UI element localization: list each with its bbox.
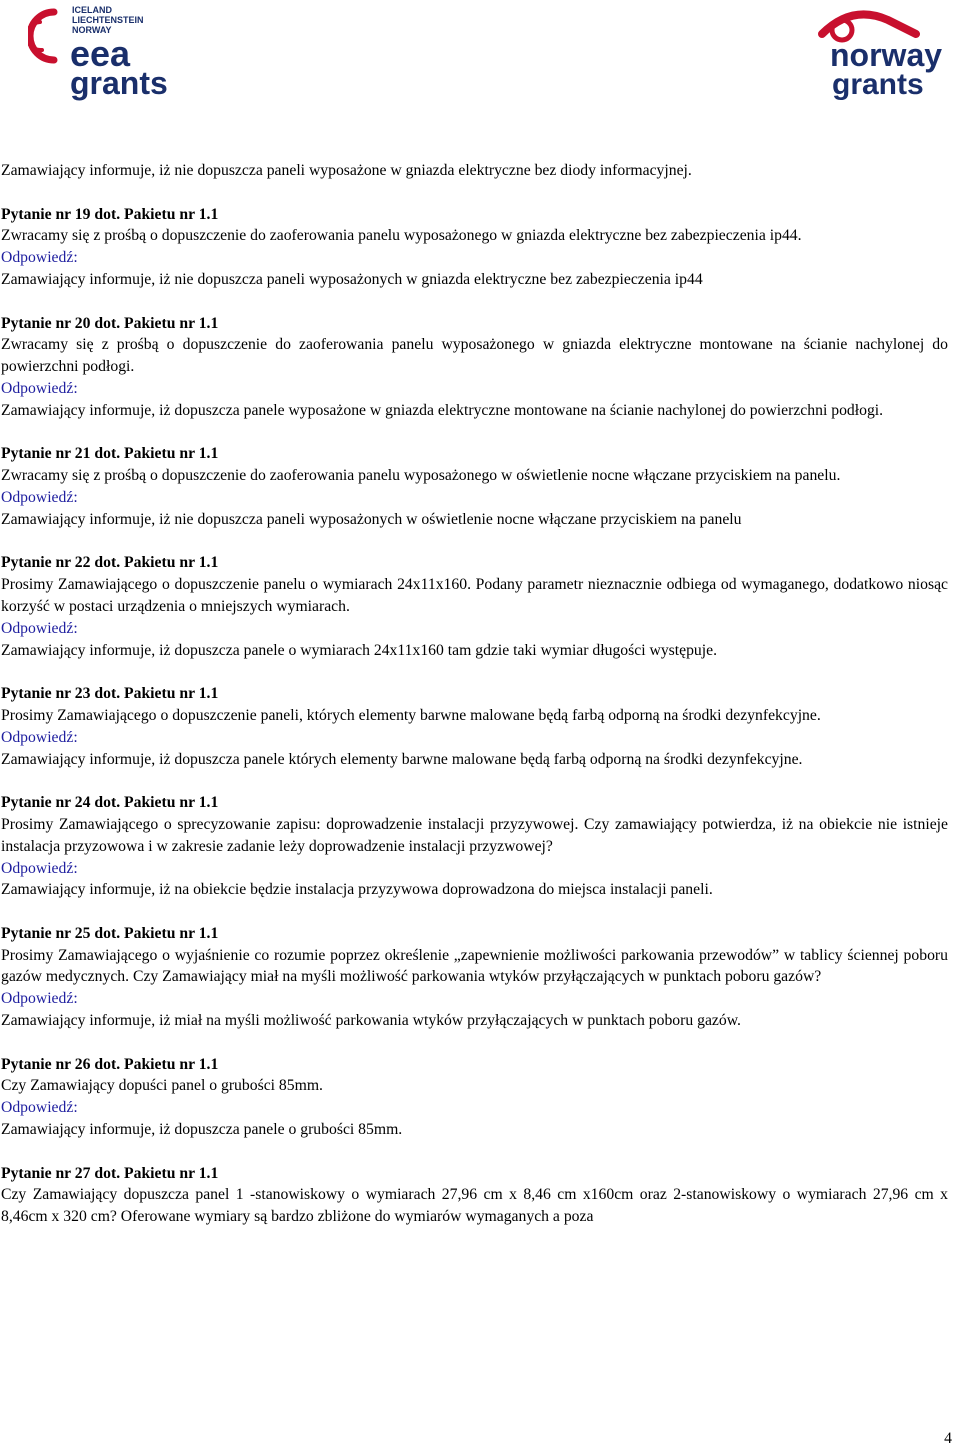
- eea-logo-line1: eea: [70, 33, 131, 74]
- eea-country-2: LIECHTENSTEIN: [72, 15, 144, 25]
- document-body: [1, 160, 948, 1250]
- answer-text: Zamawiający informuje, iż dopuszcza panele o grubości 85mm.: [1, 1121, 403, 1139]
- question-block-20: [1, 313, 948, 422]
- answer-label: Odpowiedź:: [1, 379, 78, 397]
- question-text: Zwracamy się z prośbą o dopuszczenie do zaoferowania panelu wyposażonego w gniazda elektryczne montowane na ścianie nachylonej do powierzchni podłogi.: [1, 336, 948, 376]
- answer-label: Odpowiedź:: [1, 859, 78, 877]
- intro-paragraph: Zamawiający informuje, iż nie dopuszcza paneli wyposażone w gniazda elektryczne bez diody informacyjnej.: [1, 162, 692, 179]
- question-block-21: [1, 443, 948, 530]
- question-block-25: [1, 923, 948, 1032]
- eea-country-3: NORWAY: [72, 25, 112, 35]
- answer-label: Odpowiedź:: [1, 1099, 78, 1117]
- question-title: Pytanie nr 27 dot. Pakietu nr 1.1: [1, 1164, 219, 1182]
- answer-text: Zamawiający informuje, iż dopuszcza panele których elementy barwne malowane będą farbą odporną na środki dezynfekcyjne.: [1, 750, 803, 768]
- question-title: Pytanie nr 19 dot. Pakietu nr 1.1: [1, 205, 219, 223]
- answer-label: Odpowiedź:: [1, 249, 78, 267]
- question-block-26: [1, 1054, 948, 1141]
- eea-country-1: ICELAND: [72, 5, 112, 15]
- question-text: Czy Zamawiający dopuszcza panel 1 -stanowiskowy o wymiarach 27,96 cm x 8,46 cm x160cm oraz 2-stanowiskowy o wymiarach 27,96 cm x 8,46cm x 320 cm? Oferowane wymiary są bardzo zbliżone do wymiarów wymaganych a poza: [1, 1186, 948, 1226]
- question-title: Pytanie nr 23 dot. Pakietu nr 1.1: [1, 685, 219, 703]
- norway-logo-line1: norway: [830, 37, 943, 73]
- question-text: Czy Zamawiający dopuści panel o grubości 85mm.: [1, 1077, 323, 1095]
- question-title: Pytanie nr 21 dot. Pakietu nr 1.1: [1, 445, 219, 463]
- answer-text: Zamawiający informuje, iż dopuszcza panele wyposażone w gniazda elektryczne montowane na ścianie nachylonej do powierzchni podłogi.: [1, 401, 884, 419]
- question-block-24: [1, 792, 948, 901]
- question-title: Pytanie nr 25 dot. Pakietu nr 1.1: [1, 924, 219, 942]
- eea-grants-logo: [28, 2, 198, 102]
- question-text: Prosimy Zamawiającego o sprecyzowanie zapisu: doprowadzenie instalacji przyzywowej. Czy zamawiający potwierdza, iż na obiekcie nie istnieje instalacja przyzowowa i w zakresie zadanie leży doprowadzenie instalacji przyzwowej?: [1, 815, 948, 855]
- answer-label: Odpowiedź:: [1, 619, 78, 637]
- answer-text: Zamawiający informuje, iż nie dopuszcza paneli wyposażonych w oświetlenie nocne włączane przyciskiem na panelu: [1, 510, 742, 528]
- question-title: Pytanie nr 22 dot. Pakietu nr 1.1: [1, 554, 219, 572]
- eea-arc-mark: [30, 12, 54, 60]
- question-block-19: [1, 204, 948, 291]
- page-number: 4: [944, 1430, 952, 1447]
- norway-grants-logo: [812, 4, 960, 100]
- question-block-22: [1, 552, 948, 661]
- answer-text: Zamawiający informuje, iż nie dopuszcza paneli wyposażonych w gniazda elektryczne bez zabezpieczenia ip44: [1, 270, 703, 288]
- answer-label: Odpowiedź:: [1, 990, 78, 1008]
- answer-text: Zamawiający informuje, iż dopuszcza panele o wymiarach 24x11x160 tam gdzie taki wymiar długości występuje.: [1, 641, 718, 659]
- answer-text: Zamawiający informuje, iż na obiekcie będzie instalacja przyzywowa doprowadzona do miejsca instalacji paneli.: [1, 881, 713, 899]
- question-title: Pytanie nr 24 dot. Pakietu nr 1.1: [1, 794, 219, 812]
- question-block-27: [1, 1163, 948, 1228]
- answer-label: Odpowiedź:: [1, 728, 78, 746]
- question-text: Prosimy Zamawiającego o dopuszczenie panelu o wymiarach 24x11x160. Podany parametr nieznacznie odbiega od wymaganego, dodatkowo niosąc korzyść w postaci urządzenia o mniejszych wymiarach.: [1, 576, 948, 615]
- question-block-23: [1, 683, 948, 770]
- question-title: Pytanie nr 20 dot. Pakietu nr 1.1: [1, 314, 219, 332]
- question-text: Zwracamy się z prośbą o dopuszczenie do zaoferowania panelu wyposażonego w oświetlenie nocne włączane przyciskiem na panelu.: [1, 467, 841, 485]
- answer-text: Zamawiający informuje, iż miał na myśli możliwość parkowania wtyków przyłączających w punktach poboru gazów.: [1, 1012, 741, 1030]
- question-title: Pytanie nr 26 dot. Pakietu nr 1.1: [1, 1055, 219, 1073]
- question-text: Prosimy Zamawiającego o wyjaśnienie co rozumie poprzez określenie „zapewnienie możliwości parkowania przewodów” w tablicy ściennej poboru gazów medycznych. Czy Zamawiający miał na myśli możliwość parkowania wtyków przyłączających w punktach poboru gazów?: [1, 946, 948, 986]
- norway-logo-line2: grants: [832, 68, 924, 100]
- question-text: Zwracamy się z prośbą o dopuszczenie do zaoferowania panelu wyposażonego w gniazda elektryczne bez zabezpieczenia ip44.: [1, 227, 802, 245]
- answer-label: Odpowiedź:: [1, 488, 78, 506]
- eea-logo-line2: grants: [70, 65, 168, 101]
- question-text: Prosimy Zamawiającego o dopuszczenie paneli, których elementy barwne malowane będą farbą odporną na środki dezynfekcyjne.: [1, 706, 821, 724]
